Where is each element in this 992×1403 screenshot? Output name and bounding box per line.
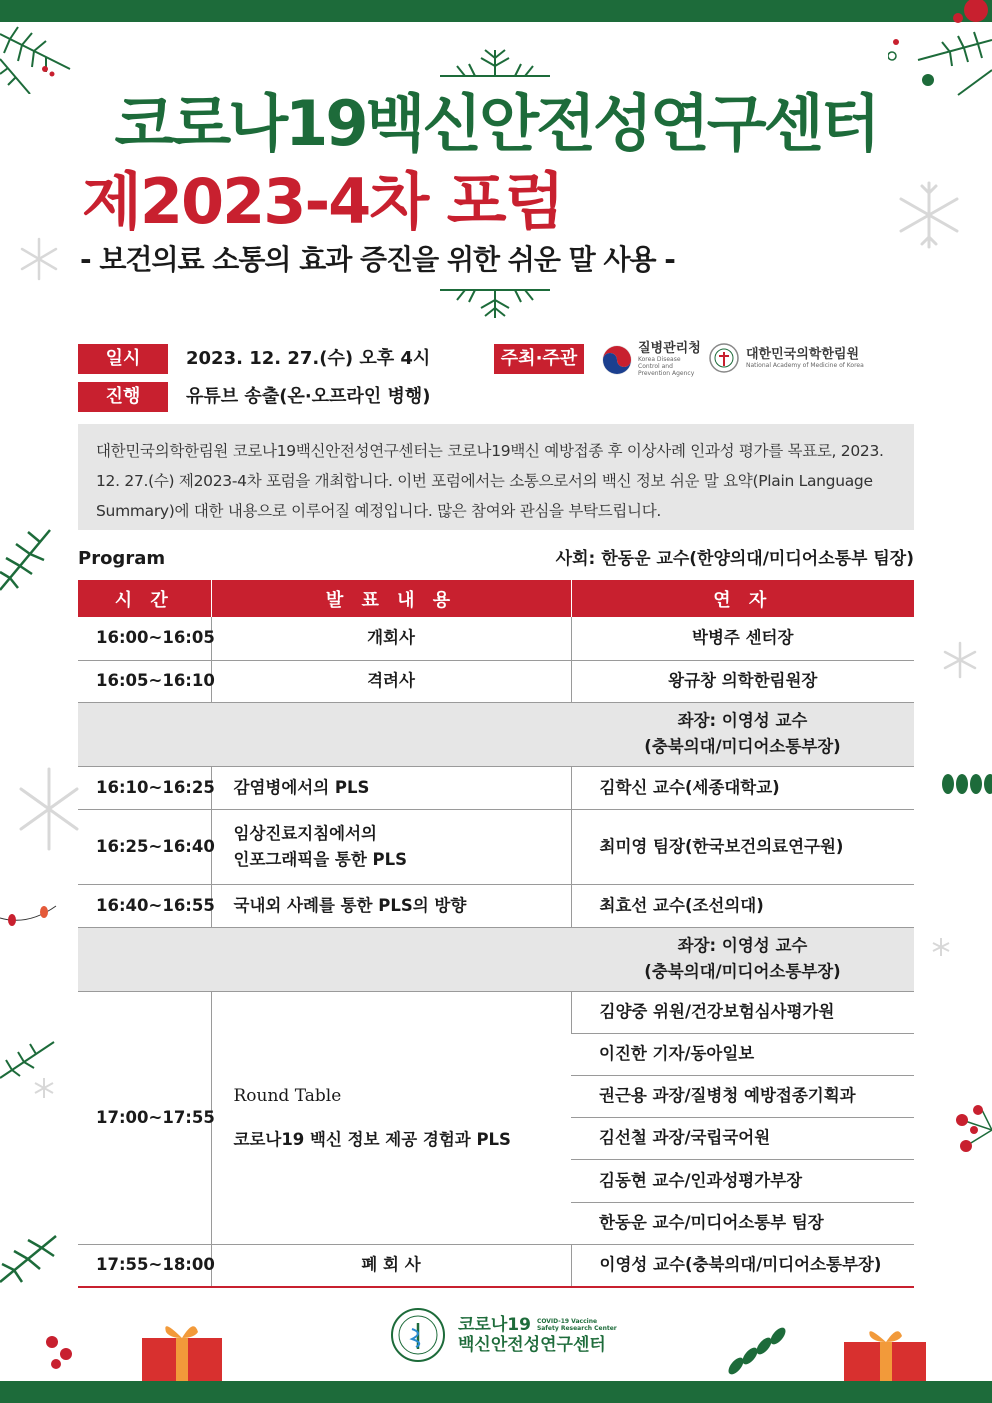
snowflake-icon xyxy=(18,766,80,852)
topic-cell: 격려사 xyxy=(211,660,571,702)
speaker-cell: 왕규창 의학한림원장 xyxy=(571,660,914,702)
time-cell: 16:00~16:05 xyxy=(78,617,211,660)
intro-text: 대한민국의학한림원 코로나19백신안전성연구센터는 코로나19백신 예방접종 후 이상사례 인과성 평가를 목표로, 2023. 12. 27.(수) 제2023-4차 포럼을 개최합니다. 이번 포럼에서는 소통으로서의 백신 정보 쉬운 말 요약(Plain Language Summary)에 대한 내용으로 이루어질 예정입니다. 많은 참여와 관심을 부탁드립니다. xyxy=(78,424,914,530)
topic-cell: 개회사 xyxy=(211,617,571,660)
table-row xyxy=(78,1244,914,1287)
string-lights-icon xyxy=(0,896,60,930)
footer-name-line1: 코로나19 xyxy=(458,1315,531,1335)
footer-name-line2: 백신안전성연구센터 xyxy=(458,1335,606,1355)
program-label: Program xyxy=(78,548,166,569)
chair-cell xyxy=(571,927,914,991)
kdca-emblem-icon xyxy=(602,345,632,375)
topic-cell xyxy=(211,809,571,884)
date-value: 2023. 12. 27.(수) 오후 4시 xyxy=(186,348,431,369)
chair-name: 좌장: 이영성 교수 xyxy=(677,711,808,730)
gift-box-right-icon xyxy=(840,1330,930,1382)
time-cell: 17:55~18:00 xyxy=(78,1244,211,1287)
round-table-title-en: Round Table xyxy=(233,1085,342,1106)
topic-cell: 국내외 사례를 통한 PLS의 방향 xyxy=(211,884,571,927)
forum-title: 제2023-4차 포럼 xyxy=(82,165,563,238)
footer-logo xyxy=(390,1307,617,1363)
moderator-text: 사회: 한동운 교수(한양의대/미디어소통부 팀장) xyxy=(555,549,914,569)
panelist-cell: 김선철 과장/국립국어원 xyxy=(571,1117,914,1159)
table-row xyxy=(78,617,914,660)
pine-branch-left-icon xyxy=(0,520,56,600)
org-name-en: National Academy of Medicine of Korea xyxy=(746,361,864,369)
org-kdca xyxy=(602,342,702,377)
date-tag: 일시 xyxy=(78,344,168,374)
chair-row xyxy=(78,927,914,991)
time-cell: 16:25~16:40 xyxy=(78,809,211,884)
time-cell: 16:05~16:10 xyxy=(78,660,211,702)
speaker-cell: 이영성 교수(충북의대/미디어소통부장) xyxy=(571,1244,914,1287)
time-cell: 16:40~16:55 xyxy=(78,884,211,927)
speaker-cell: 박병주 센터장 xyxy=(571,617,914,660)
org-name-en: Korea Disease Control and Prevention Agency xyxy=(638,356,695,377)
forum-subtitle: - 보건의료 소통의 효과 증진을 위한 쉬운 말 사용 - xyxy=(80,243,675,276)
header-topic: 발 표 내 용 xyxy=(211,580,571,617)
pine-branch-left-icon xyxy=(0,1222,60,1292)
pine-garland-top-icon xyxy=(430,44,560,80)
footer-name-en: COVID-19 Vaccine xyxy=(536,1318,598,1325)
table-header-row xyxy=(78,580,914,617)
topic-cell: 감염병에서의 PLS xyxy=(211,766,571,809)
header-speaker: 연 자 xyxy=(571,580,914,617)
snowflake-icon xyxy=(894,180,964,250)
speaker-cell: 김학신 교수(세종대학교) xyxy=(571,766,914,809)
panelist-cell: 김양중 위원/건강보험심사평가원 xyxy=(571,991,914,1033)
pine-sprig-bottom-icon xyxy=(720,1322,790,1380)
header-time: 시 간 xyxy=(78,580,211,617)
table-row xyxy=(78,809,914,884)
panelist-cell: 이진한 기자/동아일보 xyxy=(571,1033,914,1075)
snowflake-icon xyxy=(32,1076,56,1100)
holly-berries-right-icon xyxy=(942,1090,992,1170)
top-green-bar xyxy=(0,0,992,22)
topic-line: 인포그래픽을 통한 PLS xyxy=(233,849,407,869)
time-cell: 17:00~17:55 xyxy=(78,991,211,1244)
speaker-cell: 최미영 팀장(한국보건의료연구원) xyxy=(571,809,914,884)
host-tag: 주최·주관 xyxy=(494,344,584,374)
panelist-cell: 김동현 교수/인과성평가부장 xyxy=(571,1159,914,1202)
panelist-cell: 한동운 교수/미디어소통부 팀장 xyxy=(571,1202,914,1244)
snowflake-icon xyxy=(940,640,980,680)
topic-line: 임상진료지침에서의 xyxy=(233,823,377,843)
org-name: 질병관리청 xyxy=(638,341,701,356)
org-name: 대한민국의학한림원 xyxy=(746,346,860,362)
speaker-cell: 최효선 교수(조선의대) xyxy=(571,884,914,927)
table-row xyxy=(78,991,914,1033)
snowflake-icon xyxy=(930,936,952,958)
chair-affiliation: (충북의대/미디어소통부장) xyxy=(644,737,841,756)
round-table-title-kr: 코로나19 백신 정보 제공 경험과 PLS xyxy=(233,1129,511,1149)
snowflake-icon xyxy=(16,236,62,282)
round-table-cell xyxy=(211,991,571,1244)
pine-branch-top-right-icon xyxy=(888,0,992,100)
table-row xyxy=(78,766,914,809)
table-row xyxy=(78,660,914,702)
mode-value: 유튜브 송출(온·오프라인 병행) xyxy=(186,386,431,407)
mode-tag: 진행 xyxy=(78,382,168,412)
pine-garland-bottom-icon xyxy=(430,282,560,322)
namok-emblem-icon xyxy=(708,342,740,374)
chair-cell xyxy=(571,702,914,766)
table-row xyxy=(78,884,914,927)
center-emblem-icon xyxy=(390,1307,446,1363)
page-title: 코로나19백신안전성연구센터 xyxy=(114,87,878,160)
org-namok xyxy=(708,342,864,374)
footer-name-en: Safety Research Center xyxy=(536,1325,617,1332)
pine-branch-top-left-icon xyxy=(0,14,90,94)
schedule-table xyxy=(78,580,914,1288)
gift-box-left-icon xyxy=(40,1322,230,1382)
panelist-cell: 권근용 과장/질병청 예방접종기획과 xyxy=(571,1075,914,1117)
bottom-green-bar xyxy=(0,1381,992,1403)
topic-cell: 폐 회 사 xyxy=(211,1244,571,1287)
chair-row xyxy=(78,702,914,766)
time-cell: 16:10~16:25 xyxy=(78,766,211,809)
chair-affiliation: (충북의대/미디어소통부장) xyxy=(644,962,841,981)
leaf-garland-right-icon xyxy=(940,766,992,802)
chair-name: 좌장: 이영성 교수 xyxy=(677,936,808,955)
